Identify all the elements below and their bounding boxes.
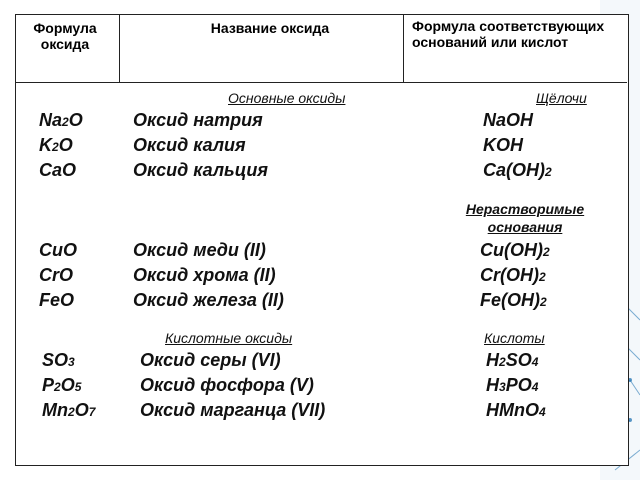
formula-subscript: 3	[68, 355, 75, 369]
oxide-name: Оксид калия	[133, 135, 246, 155]
oxide-name: Оксид серы (VI)	[140, 350, 281, 370]
section-acidic-oxides: Кислотные оксиды	[165, 330, 293, 346]
formula-part: NaOH	[483, 110, 534, 130]
formula-part: O	[74, 400, 89, 420]
formula-part: CrO	[39, 265, 74, 285]
formula-subscript: 5	[74, 380, 82, 394]
formula-part: SO	[505, 350, 532, 370]
oxide-formula	[39, 240, 77, 261]
formula-part: Mn	[42, 400, 68, 420]
formula-subscript: 2	[52, 140, 59, 154]
section-basic-oxides: Основные оксиды	[228, 90, 346, 106]
formula-part: CuO	[39, 240, 77, 260]
header-oxide-name: Название оксида	[210, 20, 330, 36]
formula-subscript: 2	[542, 245, 550, 259]
oxide-formula	[42, 350, 75, 371]
oxide-formula	[39, 110, 83, 131]
formula-subscript: 2	[62, 115, 69, 129]
formula-part: Fe(OH)	[480, 290, 540, 310]
formula-part: Cr(OH)	[480, 265, 539, 285]
oxide-name: Оксид меди (II)	[133, 240, 266, 260]
base-formula	[483, 110, 533, 131]
base-formula	[480, 240, 550, 261]
oxide-formula	[42, 375, 81, 396]
oxide-name: Оксид фосфора (V)	[140, 375, 314, 395]
oxide-name: Оксид хрома (II)	[133, 265, 276, 285]
formula-subscript: 2	[54, 380, 61, 394]
formula-part: P	[42, 375, 55, 395]
oxide-name: Оксид марганца (VII)	[140, 400, 326, 420]
formula-part: KOH	[483, 135, 523, 155]
section-alkalis: Щёлочи	[536, 90, 587, 106]
formula-part: HMnO	[486, 400, 539, 420]
base-formula	[480, 265, 546, 286]
formula-subscript: 4	[531, 380, 539, 394]
formula-part: CaO	[39, 160, 77, 180]
section-insoluble-bases: Нерастворимые основания	[465, 201, 585, 235]
oxide-formula	[39, 135, 73, 156]
acid-formula	[486, 400, 546, 421]
acid-formula	[486, 350, 538, 371]
formula-part: SO	[42, 350, 69, 370]
formula-subscript: 2	[68, 405, 75, 419]
formula-part: Ca(OH)	[483, 160, 545, 180]
acid-formula	[486, 375, 538, 396]
formula-subscript: 2	[499, 355, 506, 369]
formula-subscript: 4	[531, 355, 539, 369]
formula-part: PO	[505, 375, 532, 395]
formula-subscript: 7	[88, 405, 96, 419]
section-acids: Кислоты	[484, 330, 545, 346]
formula-subscript: 3	[499, 380, 506, 394]
formula-part: H	[486, 375, 499, 395]
base-formula	[483, 135, 523, 156]
formula-subscript: 2	[539, 270, 546, 284]
formula-part: K	[39, 135, 52, 155]
oxide-name: Оксид кальция	[133, 160, 268, 180]
oxide-formula	[42, 400, 95, 421]
formula-part: Na	[39, 110, 63, 130]
formula-part: O	[68, 110, 83, 130]
header-oxide-formula: Формула оксида	[33, 20, 97, 52]
base-formula	[480, 290, 547, 311]
formula-subscript: 2	[540, 295, 547, 309]
formula-part: O	[60, 375, 75, 395]
oxide-name: Оксид железа (II)	[133, 290, 284, 310]
formula-part: FeO	[39, 290, 75, 310]
formula-subscript: 4	[539, 405, 546, 419]
header-base-acid-formula: Формула соответствующих оснований или кислот	[412, 18, 605, 50]
oxide-name: Оксид натрия	[133, 110, 263, 130]
formula-part: H	[486, 350, 499, 370]
oxide-formula	[39, 160, 76, 181]
oxide-formula	[39, 290, 74, 311]
oxide-formula	[39, 265, 73, 286]
formula-part: O	[58, 135, 73, 155]
formula-part: Cu(OH)	[480, 240, 543, 260]
formula-subscript: 2	[545, 165, 552, 179]
base-formula	[483, 160, 552, 181]
